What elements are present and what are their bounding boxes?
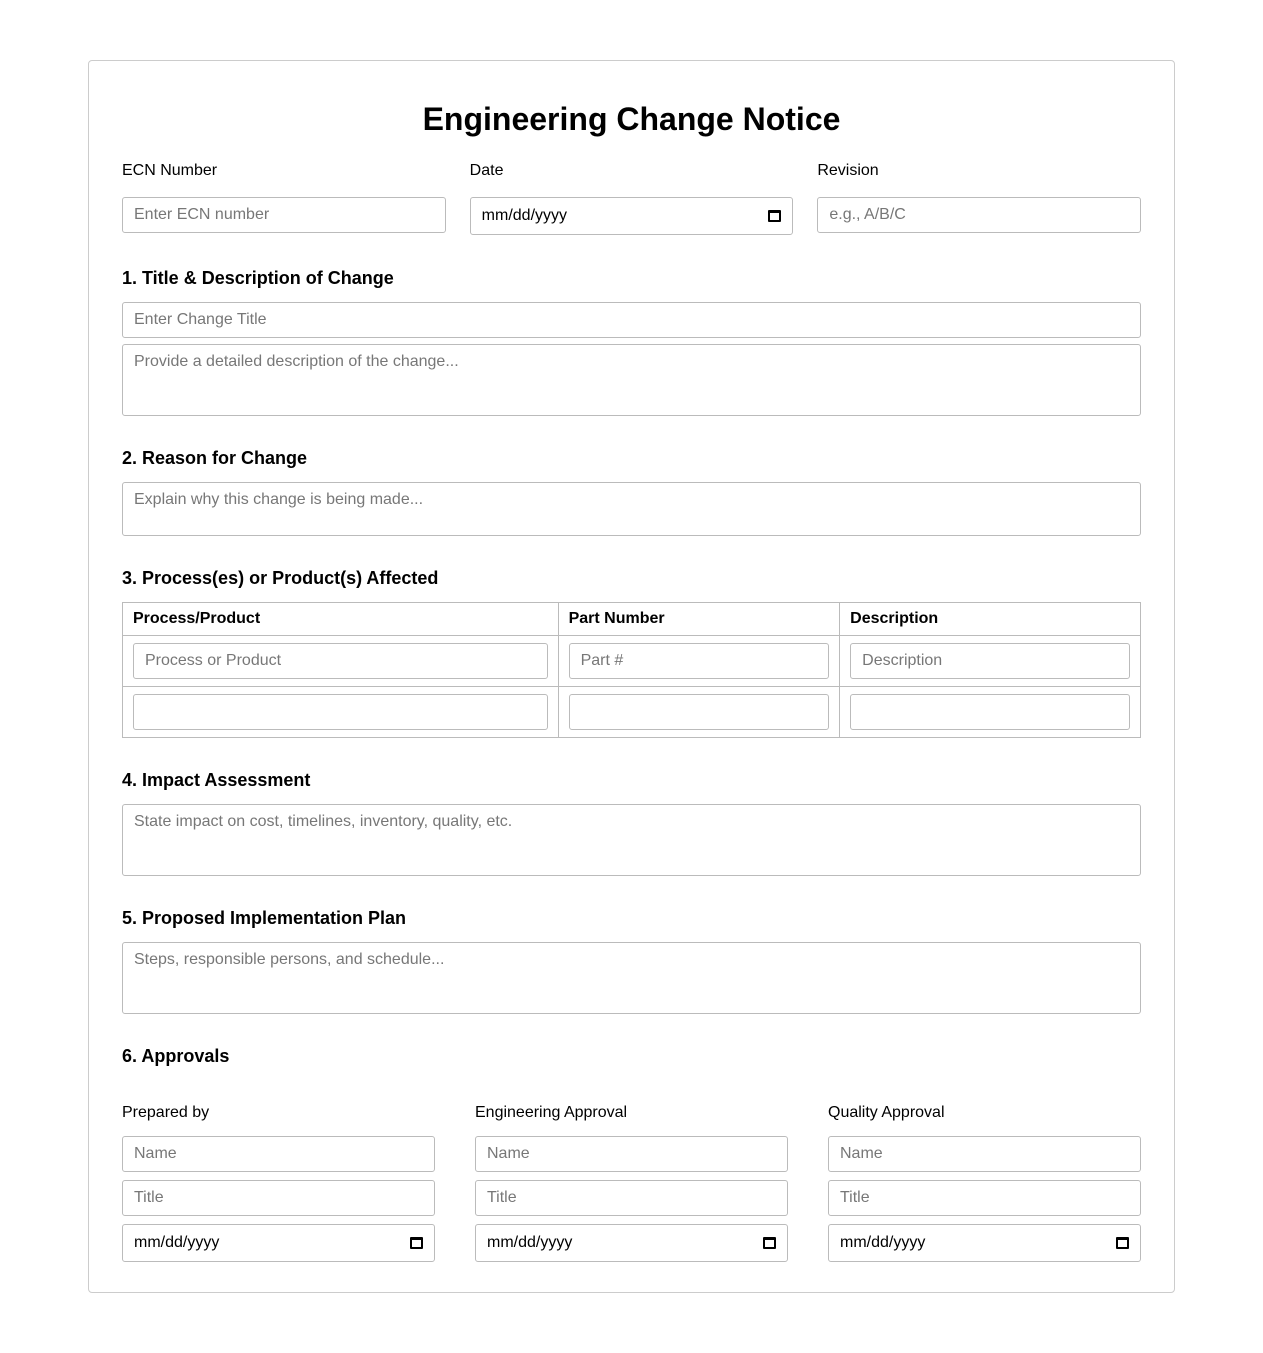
date-label: Date bbox=[469, 162, 504, 179]
section-4-heading: 4. Impact Assessment bbox=[122, 770, 311, 790]
approver-label: Engineering Approval bbox=[475, 1104, 628, 1121]
table-row bbox=[123, 636, 1141, 687]
implementation-textarea[interactable]: Steps, responsible persons, and schedule... bbox=[122, 942, 1141, 1014]
page-title: Engineering Change Notice bbox=[422, 101, 841, 137]
date-input[interactable] bbox=[122, 1224, 435, 1262]
impact-textarea[interactable]: State impact on cost, timelines, inventory, quality, etc. bbox=[122, 804, 1141, 876]
change-title-input[interactable]: Enter Change Title bbox=[122, 302, 1141, 338]
col-part-number: Part Number bbox=[558, 603, 840, 636]
title-input[interactable]: Title bbox=[122, 1180, 435, 1216]
affected-table bbox=[122, 602, 1141, 738]
approver-prepared-by bbox=[122, 1103, 435, 1270]
section-3-heading: 3. Process(es) or Product(s) Affected bbox=[122, 568, 439, 588]
name-input[interactable]: Name bbox=[475, 1136, 788, 1172]
process-product-input[interactable] bbox=[133, 694, 548, 730]
section-2-heading: 2. Reason for Change bbox=[122, 448, 308, 468]
name-input[interactable]: Name bbox=[828, 1136, 1141, 1172]
approver-engineering bbox=[475, 1103, 788, 1270]
date-value: mm/dd/yyyy bbox=[481, 207, 568, 224]
approver-label: Prepared by bbox=[122, 1104, 210, 1121]
process-product-input[interactable]: Process or Product bbox=[133, 643, 548, 679]
section-5-heading: 5. Proposed Implementation Plan bbox=[122, 908, 407, 928]
calendar-icon[interactable] bbox=[1116, 1237, 1129, 1249]
section-6-heading: 6. Approvals bbox=[122, 1046, 230, 1066]
date-value: mm/dd/yyyy bbox=[134, 1234, 220, 1251]
section-1-heading: 1. Title & Description of Change bbox=[122, 268, 394, 288]
ecn-form-card bbox=[88, 60, 1175, 1293]
col-process-product: Process/Product bbox=[123, 603, 559, 636]
change-description-textarea[interactable]: Provide a detailed description of the change... bbox=[122, 344, 1141, 416]
name-input[interactable]: Name bbox=[122, 1136, 435, 1172]
ecn-number-label: ECN Number bbox=[122, 162, 218, 179]
description-input[interactable]: Description bbox=[850, 643, 1130, 679]
col-description: Description bbox=[840, 603, 1141, 636]
date-input[interactable] bbox=[470, 197, 794, 235]
date-input[interactable] bbox=[828, 1224, 1141, 1262]
part-number-input[interactable]: Part # bbox=[569, 643, 830, 679]
date-input[interactable] bbox=[475, 1224, 788, 1262]
revision-input[interactable]: e.g., A/B/C bbox=[817, 197, 1141, 233]
date-value: mm/dd/yyyy bbox=[840, 1234, 926, 1251]
approver-label: Quality Approval bbox=[828, 1104, 945, 1121]
date-value: mm/dd/yyyy bbox=[487, 1234, 573, 1251]
revision-label: Revision bbox=[817, 162, 879, 179]
approver-quality bbox=[828, 1103, 1141, 1270]
calendar-icon[interactable] bbox=[410, 1237, 423, 1249]
ecn-number-input[interactable]: Enter ECN number bbox=[122, 197, 446, 233]
title-input[interactable]: Title bbox=[475, 1180, 788, 1216]
reason-textarea[interactable]: Explain why this change is being made... bbox=[122, 482, 1141, 536]
part-number-input[interactable] bbox=[569, 694, 830, 730]
title-input[interactable]: Title bbox=[828, 1180, 1141, 1216]
calendar-icon[interactable] bbox=[768, 210, 781, 222]
table-row bbox=[123, 687, 1141, 738]
description-input[interactable] bbox=[850, 694, 1130, 730]
calendar-icon[interactable] bbox=[763, 1237, 776, 1249]
